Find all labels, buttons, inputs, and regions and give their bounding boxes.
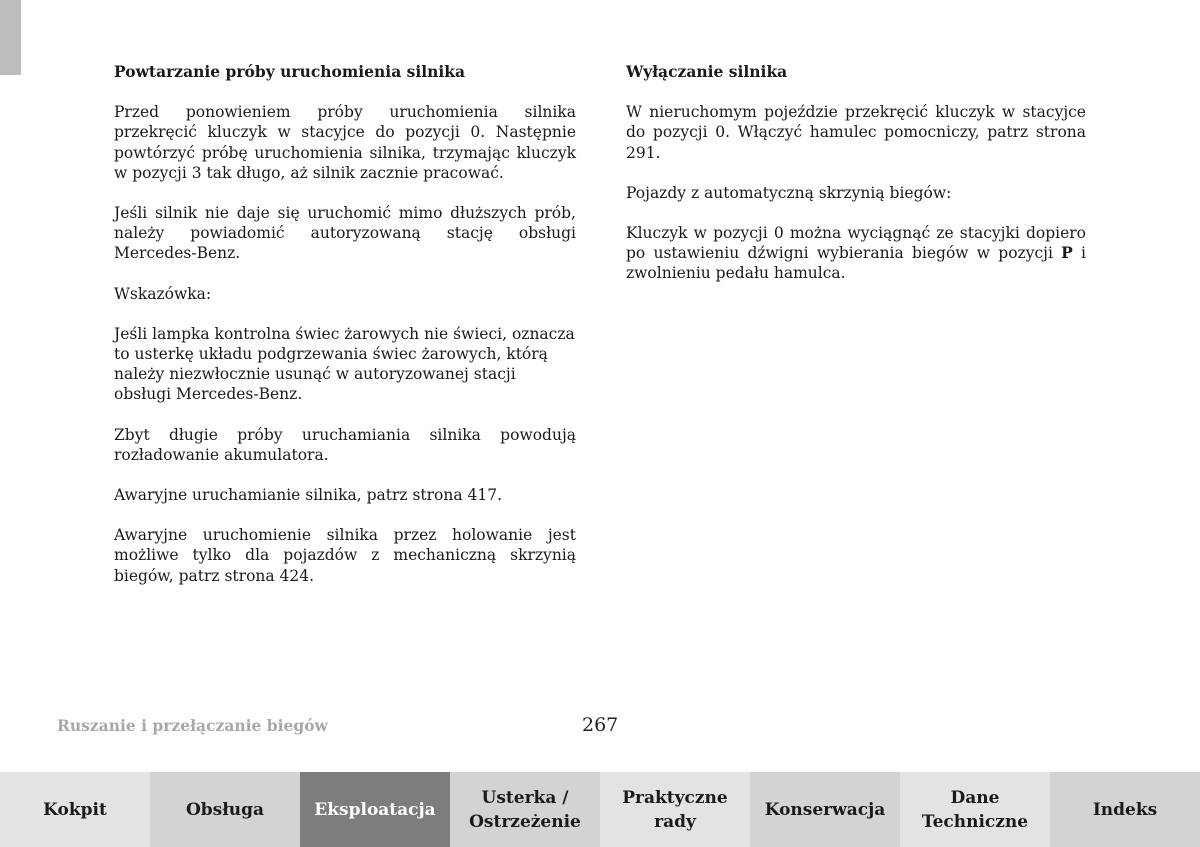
- gear-note-text-end: i zwolnieniu pedału hamulca.: [626, 244, 1087, 283]
- right-paragraph: W nieruchomym pojeździe przekręcić kluczyk w stacyjce do pozycji 0. Włączyć hamulec pomocniczy, patrz strona 291.: [626, 103, 1086, 162]
- nav-tab-usterka-ostrzezenie[interactable]: Usterka / Ostrzeżenie: [450, 772, 600, 847]
- page-number: 267: [582, 714, 619, 736]
- left-heading: Powtarzanie próby uruchomienia silnika: [114, 62, 466, 81]
- right-column: [626, 62, 1086, 304]
- gear-note-text: Kluczyk w pozycji 0 można wyciągnąć ze stacyjki dopiero po ustawieniu dźwigni wybierania biegów w pozycji: [626, 224, 1086, 263]
- nav-tab-dane-techniczne[interactable]: Dane Techniczne: [900, 772, 1050, 847]
- nav-tab-eksploatacja[interactable]: Eksploatacja: [300, 772, 450, 847]
- nav-tab-kokpit[interactable]: Kokpit: [0, 772, 150, 847]
- gear-position-p: P: [1061, 243, 1073, 263]
- right-paragraph-gear-note: [626, 223, 1086, 284]
- nav-tab-konserwacja[interactable]: Konserwacja: [750, 772, 900, 847]
- section-footer-title: Ruszanie i przełączanie biegów: [57, 716, 328, 735]
- left-paragraph: Zbyt długie próby uruchamiania silnika powodują rozładowanie akumulatora.: [114, 425, 576, 464]
- right-paragraph: Pojazdy z automatyczną skrzynią biegów:: [626, 183, 952, 202]
- left-paragraph: Wskazówka:: [114, 284, 212, 303]
- left-paragraph: Jeśli lampka kontrolna świec żarowych nie świeci, oznacza to usterkę układu podgrzewania świec żarowych, którą należy niezwłocznie usunąć w autoryzowanej stacji obsługi Mercedes-Benz.: [114, 324, 575, 404]
- chapter-nav-bar: [0, 772, 1200, 847]
- nav-tab-praktyczne-rady[interactable]: Praktyczne rady: [600, 772, 750, 847]
- left-paragraph: Przed ponowieniem próby uruchomienia silnika przekręcić kluczyk w stacyjce do pozycji 0. Następnie powtórzyć próbę uruchomienia silnika, trzymając kluczyk w pozycji 3 tak długo, aż silnik zacznie pracować.: [114, 103, 576, 182]
- left-column: [114, 62, 576, 606]
- right-heading: Wyłączanie silnika: [626, 62, 788, 81]
- left-paragraph: Awaryjne uruchomienie silnika przez holowanie jest możliwe tylko dla pojazdów z mechaniczną skrzynią biegów, patrz strona 424.: [114, 526, 576, 585]
- corner-tab-marker: [0, 0, 21, 75]
- nav-tab-indeks[interactable]: Indeks: [1050, 772, 1200, 847]
- left-paragraph: Jeśli silnik nie daje się uruchomić mimo dłuższych prób, należy powiadomić autoryzowaną stację obsługi Mercedes-Benz.: [114, 204, 576, 263]
- nav-tab-obsluga[interactable]: Obsługa: [150, 772, 300, 847]
- left-paragraph: Awaryjne uruchamianie silnika, patrz strona 417.: [114, 486, 503, 505]
